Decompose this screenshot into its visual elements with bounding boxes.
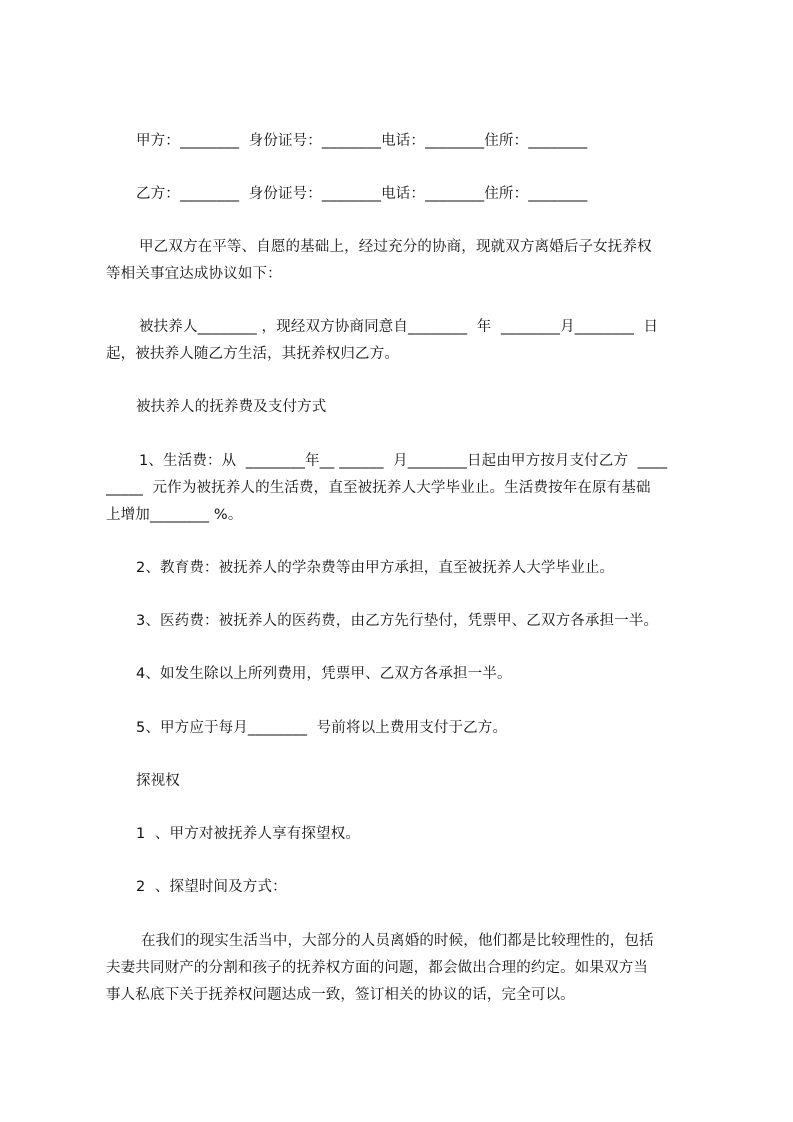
fee-5: 5、甲方应于每月________ 号前将以上费用支付于乙方。 bbox=[136, 720, 508, 736]
closing-line-3: 事人私底下关于抚养权问题达成一致，签订相关的协议的话，完全可以。 bbox=[106, 987, 575, 1003]
visit-2: 2 、探望时间及方式： bbox=[136, 879, 287, 895]
fee-4: 4、如发生除以上所列费用，凭票甲、乙双方各承担一半。 bbox=[136, 666, 512, 682]
party-b-line: 乙方：________ 身份证号：________电话：________住所：________ bbox=[136, 186, 588, 202]
custody-line-1: 被扶养人________ ，现经双方协商同意自________ 年 ________月________ 日 bbox=[139, 319, 659, 335]
intro-line-2: 等相关事宜达成协议如下： bbox=[106, 266, 282, 282]
visit-1: 1 、甲方对被抚养人享有探望权。 bbox=[136, 826, 360, 842]
fee-1-line-3: 上增加________ %。 bbox=[106, 507, 243, 523]
custody-line-2: 起，被扶养人随乙方生活，其抚养权归乙方。 bbox=[106, 346, 399, 362]
intro-line-1: 甲乙双方在平等、自愿的基础上，经过充分的协商，现就双方离婚后子女抚养权 bbox=[139, 239, 652, 255]
section-fees-title: 被扶养人的抚养费及支付方式 bbox=[136, 399, 327, 415]
fee-2: 2、教育费：被抚养人的学杂费等由甲方承担，直至被抚养人大学毕业止。 bbox=[136, 560, 615, 576]
fee-1-line-1: 1、生活费：从 ________年__ ______ 月________日起由甲方按月支付乙方 ____ bbox=[139, 453, 668, 469]
section-visit-title: 探视权 bbox=[136, 773, 180, 789]
closing-line-2: 夫妻共同财产的分割和孩子的抚养权方面的问题，都会做出合理的约定。如果双方当 bbox=[106, 960, 649, 976]
fee-1-line-2: _____ 元作为被抚养人的生活费，直至被抚养人大学毕业止。生活费按年在原有基础 bbox=[106, 480, 651, 496]
fee-3: 3、医药费：被抚养人的医药费，由乙方先行垫付，凭票甲、乙双方各承担一半。 bbox=[136, 613, 659, 629]
party-a-line: 甲方：________ 身份证号：________电话：________住所：________ bbox=[136, 133, 588, 149]
closing-line-1: 在我们的现实生活当中，大部分的人员离婚的时候，他们都是比较理性的，包括 bbox=[141, 933, 654, 949]
